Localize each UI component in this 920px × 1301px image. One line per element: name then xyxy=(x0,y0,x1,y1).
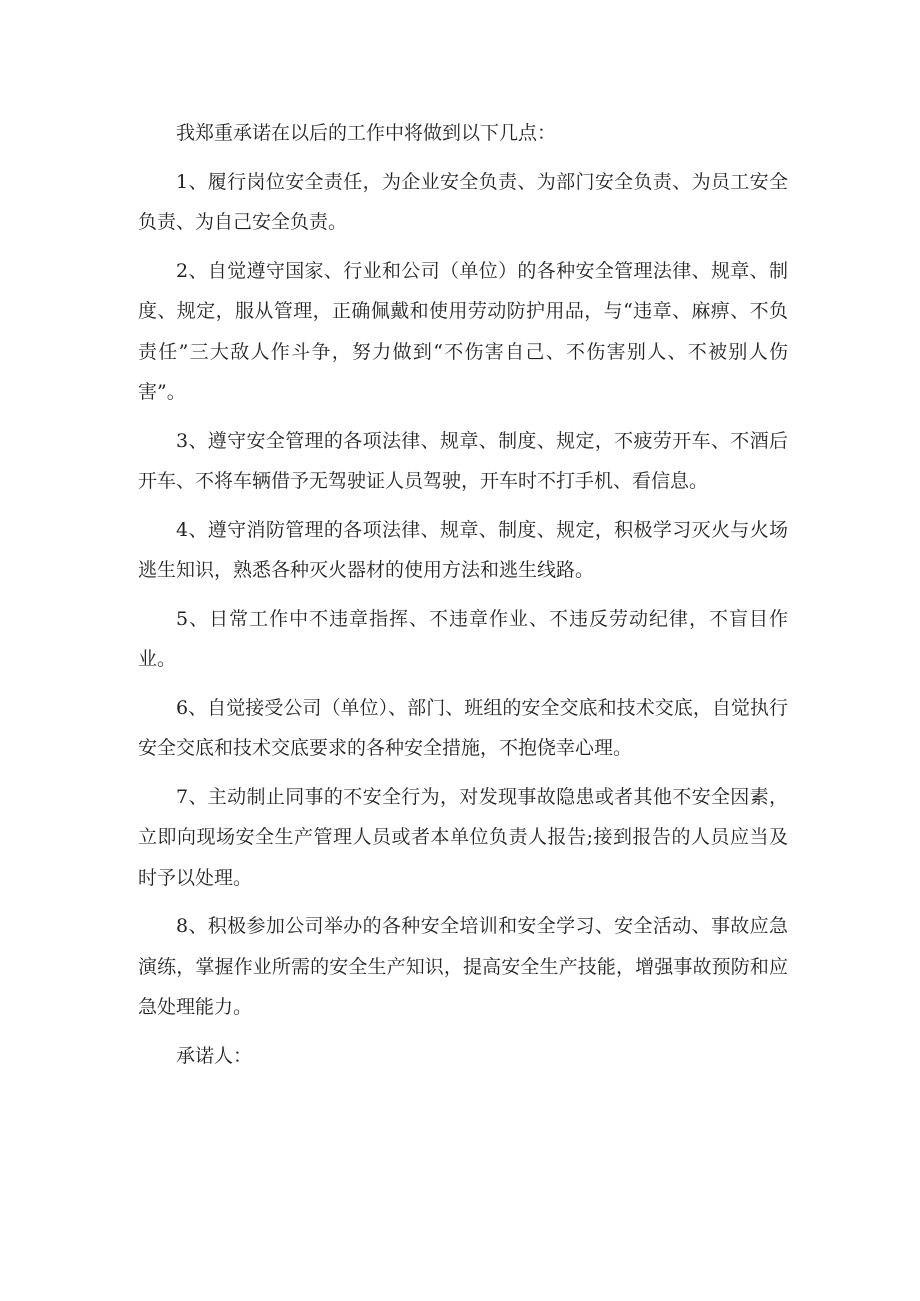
commitment-item-2: 2、自觉遵守国家、行业和公司（单位）的各种安全管理法律、规章、制度、规定，服从管理，正确佩戴和使用劳动防护用品，与“违章、麻痹、不负责任”三大敌人作斗争，努力做到“不伤害自己、不伤害别人、不被别人伤害”。 xyxy=(138,259,788,403)
commitment-item-7: 7、主动制止同事的不安全行为，对发现事故隐患或者其他不安全因素，立即向现场安全生产管理人员或者本单位负责人报告;接到报告的人员应当及时予以处理。 xyxy=(138,785,788,889)
signature-label: 承诺人： xyxy=(176,1044,253,1067)
commitment-item-1: 1、履行岗位安全责任，为企业安全负责、为部门安全负责、为员工安全负责、为自己安全负责。 xyxy=(138,170,788,233)
commitment-item-5: 5、日常工作中不违章指挥、不违章作业、不违反劳动纪律，不盲目作业。 xyxy=(138,607,788,670)
intro-paragraph: 我郑重承诺在以后的工作中将做到以下几点： xyxy=(176,122,557,144)
commitment-item-6: 6、自觉接受公司（单位）、部门、班组的安全交底和技术交底，自觉执行安全交底和技术交底要求的各种安全措施，不抱侥幸心理。 xyxy=(138,696,788,759)
document-body xyxy=(138,113,788,1084)
commitment-item-3: 3、遵守安全管理的各项法律、规章、制度、规定，不疲劳开车、不酒后开车、不将车辆借予无驾驶证人员驾驶，开车时不打手机、看信息。 xyxy=(138,429,788,492)
commitment-item-8: 8、积极参加公司举办的各种安全培训和安全学习、安全活动、事故应急演练，掌握作业所需的安全生产知识，提高安全生产技能，增强事故预防和应急处理能力。 xyxy=(138,915,788,1018)
commitment-item-4: 4、遵守消防管理的各项法律、规章、制度、规定，积极学习灭火与火场逃生知识，熟悉各种灭火器材的使用方法和逃生线路。 xyxy=(138,518,788,581)
